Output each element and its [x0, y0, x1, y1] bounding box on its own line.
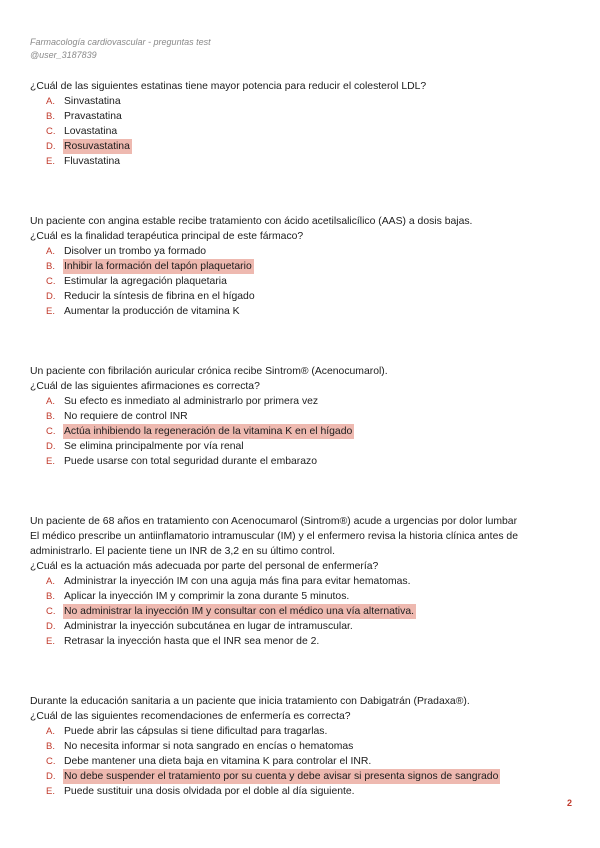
option-b-correct	[46, 259, 578, 274]
question-text: Durante la educación sanitaria a un paciente que inicia tratamiento con Dabigatrán (Pradaxa®).	[30, 696, 470, 707]
option-a	[46, 394, 578, 409]
option-e	[46, 634, 578, 649]
option-d	[46, 439, 578, 454]
question-2	[30, 214, 578, 319]
option-d-correct	[46, 139, 578, 154]
option-letter: A.	[46, 96, 55, 107]
option-letter: C.	[46, 606, 56, 617]
option-text: Su efecto es inmediato al administrarlo por primera vez	[64, 396, 319, 407]
option-letter: A.	[46, 396, 55, 407]
option-letter: D.	[46, 771, 56, 782]
option-letter: B.	[46, 411, 55, 422]
option-text-highlighted: No debe suspender el tratamiento por su cuenta y debe avisar si presenta signos de sangrado	[64, 771, 499, 782]
option-letter: C.	[46, 426, 56, 437]
question-list	[30, 79, 578, 799]
option-e	[46, 784, 578, 799]
options-list	[30, 244, 578, 319]
question-text: ¿Cuál de las siguientes afirmaciones es correcta?	[30, 381, 260, 392]
option-letter: B.	[46, 591, 55, 602]
options-list	[30, 574, 578, 649]
question-text: Un paciente de 68 años en tratamiento con Acenocumarol (Sintrom®) acude a urgencias por dolor lumbar	[30, 516, 518, 527]
option-text: Puede sustituir una dosis olvidada por el doble al día siguiente.	[64, 786, 355, 797]
option-d-correct	[46, 769, 578, 784]
option-text: No requiere de control INR	[64, 411, 188, 422]
option-text-highlighted: Inhibir la formación del tapón plaquetario	[64, 261, 252, 272]
option-b	[46, 409, 578, 424]
option-c-correct	[46, 424, 578, 439]
question-text: ¿Cuál es la finalidad terapéutica principal de este fármaco?	[30, 231, 304, 242]
option-e	[46, 454, 578, 469]
question-text: Un paciente con angina estable recibe tratamiento con ácido acetilsalicílico (AAS) a dosis bajas.	[30, 216, 473, 227]
option-e	[46, 304, 578, 319]
option-text: Administrar la inyección IM con una aguja más fina para evitar hematomas.	[64, 576, 411, 587]
option-c	[46, 274, 578, 289]
option-letter: C.	[46, 126, 56, 137]
question-text: El médico prescribe un antiinflamatorio intramuscular (IM) y el enfermero revisa la historia clínica antes de	[30, 531, 518, 542]
option-c	[46, 124, 578, 139]
option-letter: E.	[46, 456, 55, 467]
option-letter: B.	[46, 261, 55, 272]
option-letter: D.	[46, 621, 56, 632]
options-list	[30, 724, 578, 799]
option-a	[46, 574, 578, 589]
question-5	[30, 694, 578, 799]
option-text-highlighted: Rosuvastatina	[64, 141, 130, 152]
option-text: Debe mantener una dieta baja en vitamina K para controlar el INR.	[64, 756, 372, 767]
option-text: Retrasar la inyección hasta que el INR sea menor de 2.	[64, 636, 320, 647]
option-a	[46, 724, 578, 739]
option-c	[46, 754, 578, 769]
option-letter: E.	[46, 156, 55, 167]
option-text: Pravastatina	[64, 111, 122, 122]
option-letter: C.	[46, 756, 56, 767]
options-list	[30, 394, 578, 469]
option-text: Fluvastatina	[64, 156, 121, 167]
question-text: ¿Cuál de las siguientes estatinas tiene mayor potencia para reducir el colesterol LDL?	[30, 81, 427, 92]
document-header	[30, 36, 211, 62]
option-d	[46, 289, 578, 304]
question-text: Un paciente con fibrilación auricular crónica recibe Sintrom® (Acenocumarol).	[30, 366, 388, 377]
option-letter: C.	[46, 276, 56, 287]
option-text-highlighted: Actúa inhibiendo la regeneración de la vitamina K en el hígado	[64, 426, 353, 437]
option-b	[46, 109, 578, 124]
author-handle: @user_3187839	[30, 50, 97, 60]
option-text: Lovastatina	[64, 126, 118, 137]
option-letter: A.	[46, 726, 55, 737]
option-b	[46, 589, 578, 604]
option-text: Disolver un trombo ya formado	[64, 246, 207, 257]
option-letter: A.	[46, 576, 55, 587]
option-text: Sinvastatina	[64, 96, 121, 107]
option-letter: A.	[46, 246, 55, 257]
question-3	[30, 364, 578, 469]
option-text: Estimular la agregación plaquetaria	[64, 276, 227, 287]
option-text: Aplicar la inyección IM y comprimir la zona durante 5 minutos.	[64, 591, 350, 602]
question-text: ¿Cuál de las siguientes recomendaciones de enfermería es correcta?	[30, 711, 351, 722]
question-text: ¿Cuál es la actuación más adecuada por parte del personal de enfermería?	[30, 561, 379, 572]
option-letter: B.	[46, 741, 55, 752]
option-text: Se elimina principalmente por vía renal	[64, 441, 244, 452]
option-letter: E.	[46, 306, 55, 317]
option-e	[46, 154, 578, 169]
option-text: No necesita informar si nota sangrado en encías o hematomas	[64, 741, 354, 752]
option-text: Puede abrir las cápsulas si tiene dificultad para tragarlas.	[64, 726, 328, 737]
option-text: Administrar la inyección subcutánea en lugar de intramuscular.	[64, 621, 353, 632]
option-letter: E.	[46, 786, 55, 797]
option-letter: D.	[46, 141, 56, 152]
question-1	[30, 79, 578, 169]
option-letter: D.	[46, 291, 56, 302]
option-a	[46, 244, 578, 259]
option-text: Aumentar la producción de vitamina K	[64, 306, 240, 317]
option-d	[46, 619, 578, 634]
options-list	[30, 94, 578, 169]
option-a	[46, 94, 578, 109]
option-text: Reducir la síntesis de fibrina en el hígado	[64, 291, 255, 302]
page-number: 2	[566, 798, 572, 808]
option-letter: B.	[46, 111, 55, 122]
option-letter: D.	[46, 441, 56, 452]
option-text-highlighted: No administrar la inyección IM y consultar con el médico una vía alternativa.	[64, 606, 414, 617]
question-4	[30, 514, 578, 649]
document-title: Farmacología cardiovascular - preguntas test	[30, 37, 211, 47]
question-text: administrarlo. El paciente tiene un INR de 3,2 en su último control.	[30, 546, 335, 557]
option-c-correct	[46, 604, 578, 619]
option-letter: E.	[46, 636, 55, 647]
option-text: Puede usarse con total seguridad durante el embarazo	[64, 456, 318, 467]
option-b	[46, 739, 578, 754]
